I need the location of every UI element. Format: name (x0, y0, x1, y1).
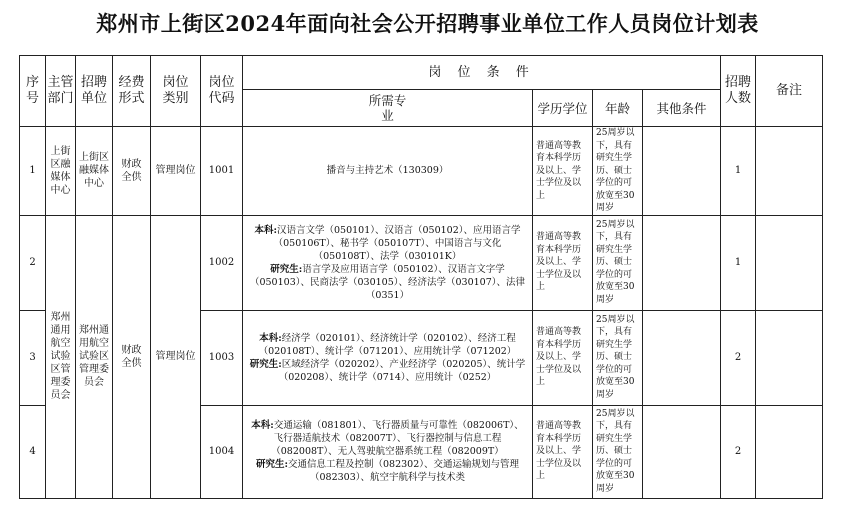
table-row (20, 127, 823, 216)
grad-majors: 交通信息工程及控制（082302）、交通运输规划与管理（082303）、航空宇航科学与技术类 (287, 459, 520, 483)
row-education: 普通高等教育本科学历及以上、学士学位及以上 (533, 310, 593, 405)
undergrad-majors: 交通运输（081801）、飞行器质量与可靠性（082006T）、飞行器适航技术（082007T）、飞行器控制与信息工程（082008T）、无人驾驶航空器系统工程（082009T） (271, 420, 524, 457)
row-count: 2 (721, 310, 756, 405)
row-count: 1 (721, 215, 756, 310)
row-seq: 1 (20, 127, 46, 216)
page-title: 郑州市上街区2024年面向社会公开招聘事业单位工作人员岗位计划表 (96, 11, 759, 36)
undergrad-label: 本科: (251, 420, 274, 431)
row-code: 1001 (201, 127, 243, 216)
row-seq: 2 (20, 215, 46, 310)
row-age: 25周岁以下，具有研究生学历、硕士学位的可放宽至30周岁 (593, 127, 643, 216)
group-unit: 郑州通用航空试验区管理委员会 (76, 215, 113, 498)
position-plan-table (19, 55, 823, 499)
header-seq: 序号 (20, 56, 46, 127)
row-age: 25周岁以下，具有研究生学历、硕士学位的可放宽至30周岁 (593, 215, 643, 310)
header-dept: 主管部门 (46, 56, 76, 127)
row-major: 播音与主持艺术（130309） (243, 127, 533, 216)
row-code: 1002 (201, 215, 243, 310)
row-other (643, 405, 721, 498)
row-other (643, 127, 721, 216)
row-remark (756, 310, 823, 405)
undergrad-label: 本科: (259, 332, 282, 344)
row-funding: 财政全供 (113, 127, 151, 216)
row-code: 1003 (201, 310, 243, 405)
header-conditions: 岗 位 条 件 (243, 56, 721, 90)
header-category: 岗位类别 (151, 56, 201, 127)
grad-label: 研究生: (249, 358, 282, 370)
header-other: 其他条件 (643, 90, 721, 127)
row-code: 1004 (201, 405, 243, 498)
row-seq: 3 (20, 310, 46, 405)
grad-majors: 区域经济学（020202）、产业经济学（020205）、统计学（020208）、统计学（0714）、应用统计（0252） (278, 358, 526, 383)
row-other (643, 215, 721, 310)
header-unit: 招聘单位 (76, 56, 113, 127)
row-major (243, 215, 533, 310)
group-funding: 财政全供 (113, 215, 151, 498)
row-education: 普通高等教育本科学历及以上、学士学位及以上 (533, 127, 593, 216)
row-seq: 4 (20, 405, 46, 498)
row-count: 1 (721, 127, 756, 216)
header-count: 招聘人数 (721, 56, 756, 127)
row-remark (756, 215, 823, 310)
undergrad-label: 本科: (254, 224, 277, 236)
grad-majors: 语言学及应用语言学（050102）、汉语言文字学（050103）、民商法学（030105）、经济法学（030107）、法律（0351） (249, 263, 526, 301)
group-dept: 郑州通用航空试验区管理委员会 (46, 215, 76, 498)
row-dept: 上街区融媒体中心 (46, 127, 76, 216)
header-remark: 备注 (756, 56, 823, 127)
header-major: 所需专业 (243, 90, 533, 127)
row-remark (756, 127, 823, 216)
row-major (243, 310, 533, 405)
row-education: 普通高等教育本科学历及以上、学士学位及以上 (533, 405, 593, 498)
group-category: 管理岗位 (151, 215, 201, 498)
row-other (643, 310, 721, 405)
table-row (20, 215, 823, 310)
row-count: 2 (721, 405, 756, 498)
header-code: 岗位代码 (201, 56, 243, 127)
grad-label: 研究生: (270, 263, 303, 275)
row-age: 25周岁以下，具有研究生学历、硕士学位的可放宽至30周岁 (593, 405, 643, 498)
row-age: 25周岁以下，具有研究生学历、硕士学位的可放宽至30周岁 (593, 310, 643, 405)
row-education: 普通高等教育本科学历及以上、学士学位及以上 (533, 215, 593, 310)
header-education: 学历学位 (533, 90, 593, 127)
undergrad-majors: 汉语言文学（050101）、汉语言（050102）、应用语言学（050106T）、秘书学（050107T）、中国语言与文化（050108T）、法学（030101K） (273, 224, 521, 262)
header-funding: 经费形式 (113, 56, 151, 127)
grad-label: 研究生: (255, 459, 288, 470)
header-age: 年龄 (593, 90, 643, 127)
undergrad-majors: 经济学（020101）、经济统计学（020102）、经济工程（020108T）、统计学（071201）、应用统计学（071202） (258, 332, 517, 357)
row-major (243, 405, 533, 498)
row-category: 管理岗位 (151, 127, 201, 216)
row-remark (756, 405, 823, 498)
row-unit: 上街区融媒体中心 (76, 127, 113, 216)
